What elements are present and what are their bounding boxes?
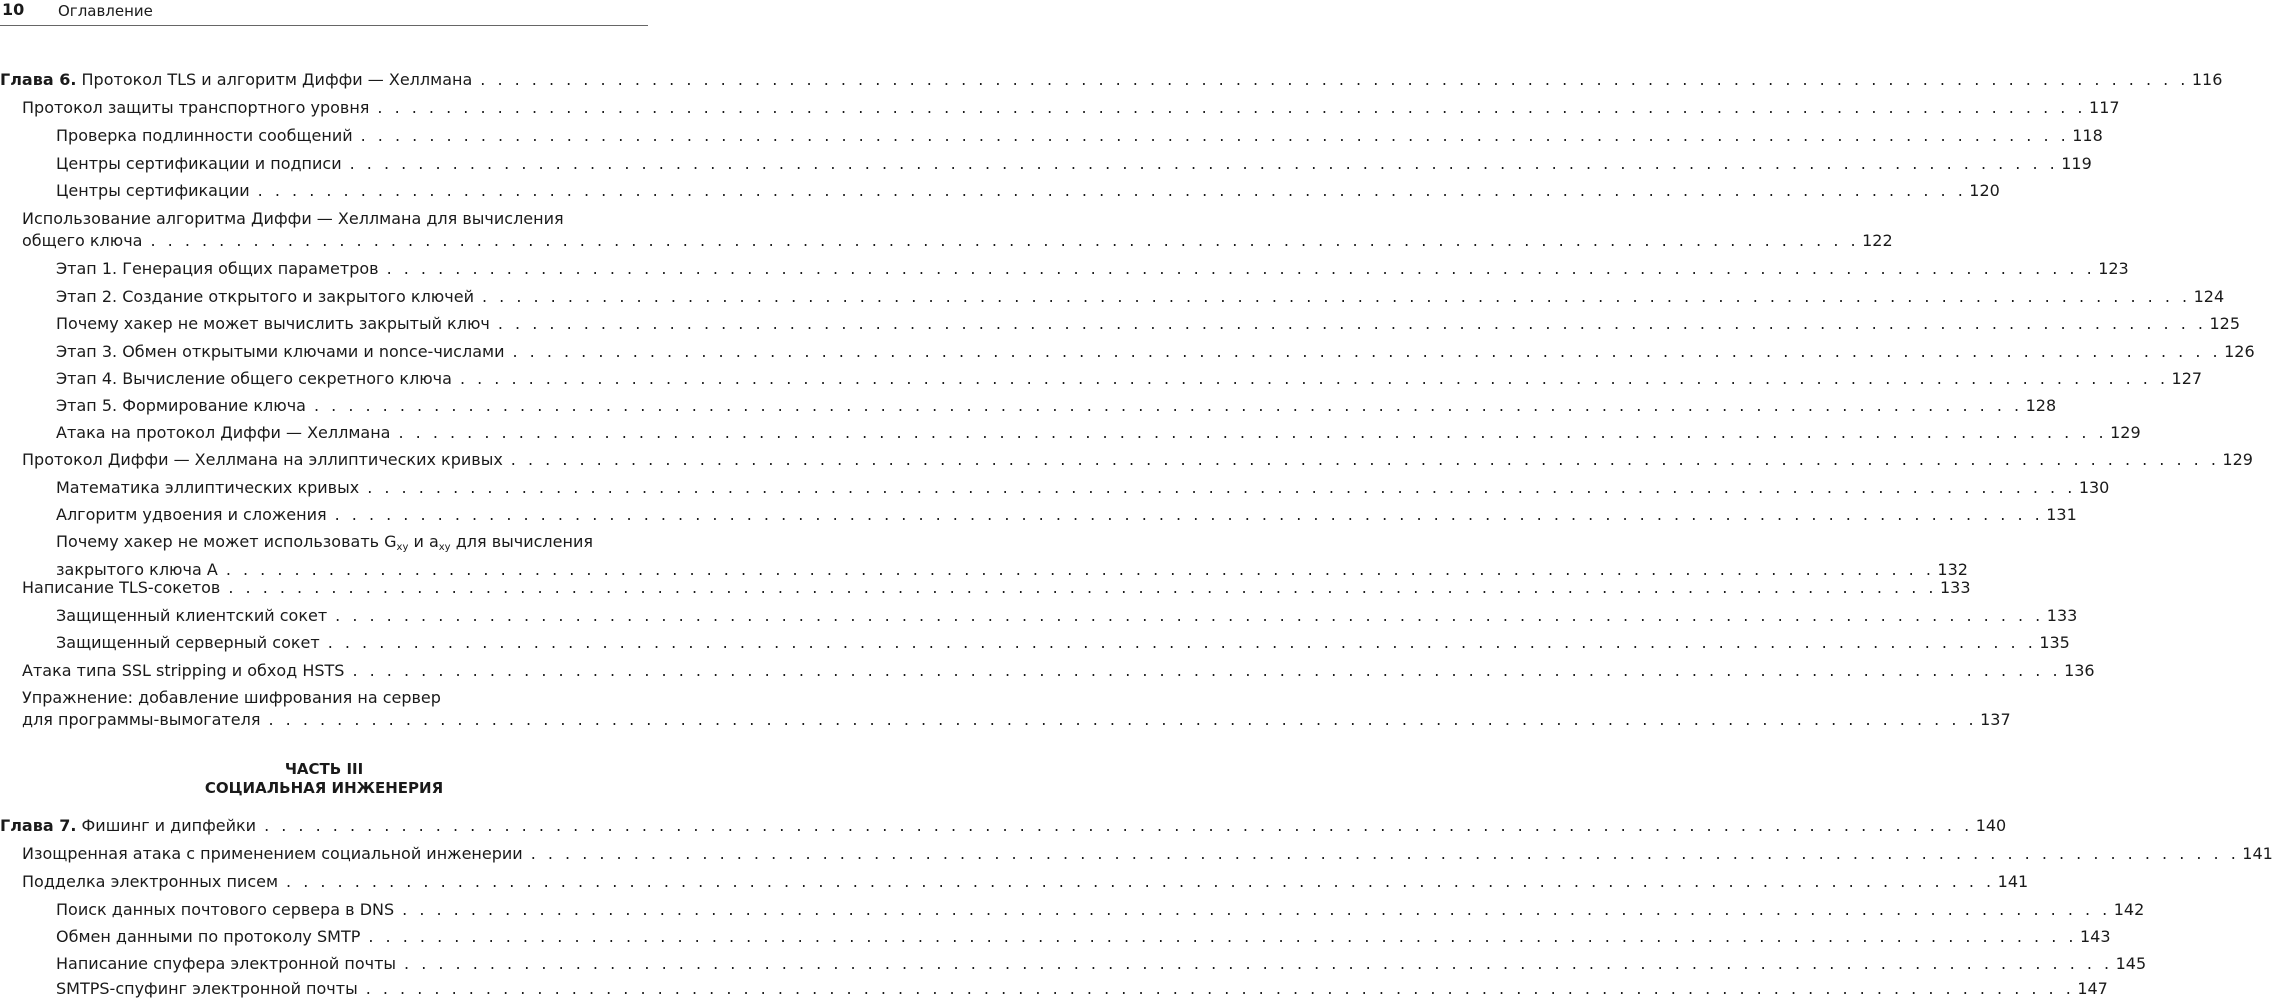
dot-leader: . . . . . . . . . . . . . . . . . . . . . . . . . . . . . . . . . . . . . . . . . . . . . . . . . . . . . . . . . . . . . . . . . . . . . . . . . . . . . . . . . . . . . . . . . . . . . . . . . . . . (228, 578, 1937, 597)
toc-entry-title-line2: для программы-вымогателя (22, 710, 261, 729)
toc-entry-title-line2: общего ключа (22, 231, 143, 250)
dot-leader: . . . . . . . . . . . . . . . . . . . . . . . . . . . . . . . . . . . . . . . . . . . . . . . . . . . . . . . . . . . . . . . . . . . . . . . . . . . . . . . . . . . . . . . . . . . . . . . . . . . . (334, 505, 2044, 524)
toc-entry-exercise[interactable] (22, 687, 2011, 731)
dot-leader: . . . . . . . . . . . . . . . . . . . . . . . . . . . . . . . . . . . . . . . . . . . . . . . . . . . . . . . . . . . . . . . . . . . . . . . . . . . . . . . . . . . . . . . . . . . . . . . . . . . . (481, 287, 2191, 306)
toc-page-number: 129 (2110, 423, 2141, 442)
toc-entry-sophisticated-attack[interactable] (22, 843, 2273, 865)
toc-entry-title: Протокол Диффи — Хеллмана на эллиптических кривых (22, 450, 503, 469)
toc-entry-title-line1 (56, 531, 628, 559)
toc-entry-step-1[interactable] (56, 258, 2129, 280)
toc-page-number: 125 (2209, 314, 2241, 333)
toc-entry-title: Написание TLS-сокетов (22, 578, 221, 597)
toc-page-number: 141 (2242, 844, 2273, 863)
toc-entry-title-line1: Использование алгоритма Диффи — Хеллмана для вычисления (22, 209, 564, 228)
toc-entry-title: Этап 4. Вычисление общего секретного ключа (56, 369, 452, 388)
toc-page-number: 143 (2079, 927, 2111, 946)
toc-entry-double-add[interactable] (56, 504, 2077, 526)
toc-entry-step-4[interactable] (56, 368, 2203, 390)
toc-page-number: 118 (2072, 126, 2103, 145)
toc-page-number: 132 (1937, 560, 1968, 579)
toc-page-number: 133 (1939, 578, 1971, 597)
toc-page-number: 145 (2115, 954, 2147, 973)
toc-page-number: 119 (2061, 154, 2092, 173)
toc-entry-step-5[interactable] (56, 395, 2057, 417)
dot-leader: . . . . . . . . . . . . . . . . . . . . . . . . . . . . . . . . . . . . . . . . . . . . . . . . . . . . . . . . . . . . . . . . . . . . . . . . . . . . . . . . . . . . . . . . . . . . . . . . . . . . (268, 710, 1978, 729)
dot-leader: . . . . . . . . . . . . . . . . . . . . . . . . . . . . . . . . . . . . . . . . . . . . . . . . . . . . . . . . . . . . . . . . . . . . . . . . . . . . . . . . . . . . . . . . . . . . . . . . . . . . (286, 872, 1995, 891)
toc-page-number: 137 (1980, 710, 2011, 729)
toc-entry-title: Проверка подлинности сообщений (56, 126, 353, 145)
title-part: для вычисления (450, 532, 593, 551)
toc-entry-title: Написание спуфера электронной почты (56, 954, 397, 973)
toc-page-number: 141 (1997, 872, 2029, 891)
toc-page-number: 142 (2113, 900, 2145, 919)
toc-entry-server-socket[interactable] (56, 632, 2070, 654)
toc-page-number: 133 (2046, 606, 2078, 625)
toc-entry-chapter-7[interactable] (0, 815, 2007, 837)
toc-entry-why-gxy[interactable] (56, 531, 1968, 581)
dot-leader: . . . . . . . . . . . . . . . . . . . . . . . . . . . . . . . . . . . . . . . . . . . . . . . . . . . . . . . . . . . . . . . . . . . . . . . . . . . . . . . . . . . . . . . . . . . . . . . . . . . . (512, 342, 2222, 361)
title-part: Почему хакер не может использовать G (56, 532, 397, 551)
dot-leader: . . . . . . . . . . . . . . . . . . . . . . . . . . . . . . . . . . . . . . . . . . . . . . . . . . . . . . . . . . . . . . . . . . . . . . . . . . . . . . . . . . . . . . . . . . . . . . . . . . . . (377, 98, 2087, 117)
toc-page-number: 126 (2224, 342, 2255, 361)
toc-entry-smtp[interactable] (56, 926, 2111, 948)
header-page-number: 10 (2, 0, 25, 19)
toc-entry-spoofer[interactable] (56, 953, 2147, 975)
dot-leader: . . . . . . . . . . . . . . . . . . . . . . . . . . . . . . . . . . . . . . . . . . . . . . . . . . . . . . . . . . . . . . . . . . . . . . . . . . . . . . . . . . . . . . . . . . . . . . . . . . . . (510, 450, 2220, 469)
toc-entry-title: SMTPS-спуфинг электронной почты (56, 979, 358, 998)
subscript-xy: xy (396, 542, 409, 553)
dot-leader: . . . . . . . . . . . . . . . . . . . . . . . . . . . . . . . . . . . . . . . . . . . . . . . . . . . . . . . . . . . . . . . . . . . . . . . . . . . . . . . . . . . . . . . . . . . . . . . . . . . . (313, 396, 2023, 415)
dot-leader: . . . . . . . . . . . . . . . . . . . . . . . . . . . . . . . . . . . . . . . . . . . . . . . . . . . . . . . . . . . . . . . . . . . . . . . . . . . . . . . . . . . . . . . . . . . . . . . . . . . . (497, 314, 2207, 333)
toc-entry-title-line1: Упражнение: добавление шифрования на сервер (22, 688, 441, 707)
toc-entry-title: Фишинг и дипфейки (81, 816, 257, 835)
toc-entry-dh-usage[interactable] (22, 208, 1893, 252)
chapter-label: Глава 6. (0, 70, 77, 89)
header-rule (0, 25, 648, 26)
toc-page-number: 128 (2025, 396, 2057, 415)
subscript-xy: xy (438, 542, 451, 553)
toc-entry-title: Центры сертификации (56, 181, 250, 200)
dot-leader: . . . . . . . . . . . . . . . . . . . . . . . . . . . . . . . . . . . . . . . . . . . . . . . . . . . . . . . . . . . . . . . . . . . . . . . . . . . . . . . . . . . . . . . . . . . . . . . . . . . . (349, 154, 2059, 173)
toc-entry-title: Этап 2. Создание открытого и закрытого ключей (56, 287, 474, 306)
toc-entry-smtps[interactable] (56, 978, 2108, 1000)
dot-leader: . . . . . . . . . . . . . . . . . . . . . . . . . . . . . . . . . . . . . . . . . . . . . . . . . . . . . . . . . . . . . . . . . . . . . . . . . . . . . . . . . . . . . . . . . . . . . . . . . . . . (402, 900, 2111, 919)
toc-page-number: 120 (1969, 181, 2000, 200)
toc-entry-title: Почему хакер не может вычислить закрытый ключ (56, 314, 490, 333)
toc-entry-chapter-6[interactable] (0, 69, 2223, 91)
toc-entry-title: Подделка электронных писем (22, 872, 279, 891)
toc-entry-title: Изощренная атака с применением социальной инженерии (22, 844, 523, 863)
dot-leader: . . . . . . . . . . . . . . . . . . . . . . . . . . . . . . . . . . . . . . . . . . . . . . . . . . . . . . . . . . . . . . . . . . . . . . . . . . . . . . . . . . . . . . . . . . . . . . . . . . . . (398, 423, 2108, 442)
toc-entry-title: Этап 3. Обмен открытыми ключами и nonce-числами (56, 342, 505, 361)
dot-leader: . . . . . . . . . . . . . . . . . . . . . . . . . . . . . . . . . . . . . . . . . . . . . . . . . . . . . . . . . . . . . . . . . . . . . . . . . . . . . . . . . . . . . . . . . . . . . . . . . . . . (367, 478, 2076, 497)
toc-entry-why-hacker[interactable] (56, 313, 2241, 335)
toc-entry-title: Атака типа SSL stripping и обход HSTS (22, 661, 345, 680)
toc-entry-title: Алгоритм удвоения и сложения (56, 505, 327, 524)
toc-entry-title: Центры сертификации и подписи (56, 154, 342, 173)
toc-page-number: 135 (2039, 633, 2070, 652)
dot-leader: . . . . . . . . . . . . . . . . . . . . . . . . . . . . . . . . . . . . . . . . . . . . . . . . . . . . . . . . . . . . . . . . . . . . . . . . . . . . . . . . . . . . . . . . . . . . . . . . . . . . (327, 633, 2037, 652)
dot-leader: . . . . . . . . . . . . . . . . . . . . . . . . . . . . . . . . . . . . . . . . . . . . . . . . . . . . . . . . . . . . . . . . . . . . . . . . . . . . . . . . . . . . . . . . . . . . . . . . . . . . (150, 231, 1860, 250)
toc-entry-client-socket[interactable] (56, 605, 2078, 627)
toc-entry-title: Защищенный клиентский сокет (56, 606, 328, 625)
toc-entry-title: Протокол TLS и алгоритм Диффи — Хеллмана (81, 70, 473, 89)
header-title: Оглавление (58, 2, 153, 20)
toc-entry-tls-protocol[interactable] (22, 97, 2120, 119)
dot-leader: . . . . . . . . . . . . . . . . . . . . . . . . . . . . . . . . . . . . . . . . . . . . . . . . . . . . . . . . . . . . . . . . . . . . . . . . . . . . . . . . . . . . . . . . . . . . . . . . . . . . (257, 181, 1967, 200)
dot-leader: . . . . . . . . . . . . . . . . . . . . . . . . . . . . . . . . . . . . . . . . . . . . . . . . . . . . . . . . . . . . . . . . . . . . . . . . . . . . . . . . . . . . . . . . . . . . . . . . . . . . (368, 927, 2077, 946)
toc-entry-ca-signatures[interactable] (56, 153, 2092, 175)
toc-entry-dh-attack[interactable] (56, 422, 2141, 444)
dot-leader: . . . . . . . . . . . . . . . . . . . . . . . . . . . . . . . . . . . . . . . . . . . . . . . . . . . . . . . . . . . . . . . . . . . . . . . . . . . . . . . . . . . . . . . . . . . . . . . . . . . . (459, 369, 2169, 388)
toc-entry-auth-check[interactable] (56, 125, 2103, 147)
part-label: ЧАСТЬ III (284, 760, 364, 778)
toc-entry-title: Математика эллиптических кривых (56, 478, 360, 497)
toc-page-number: 136 (2064, 661, 2095, 680)
title-part: и a (408, 532, 439, 551)
toc-page-number: 117 (2089, 98, 2120, 117)
toc-entry-ecdh[interactable] (22, 449, 2253, 471)
dot-leader: . . . . . . . . . . . . . . . . . . . . . . . . . . . . . . . . . . . . . . . . . . . . . . . . . . . . . . . . . . . . . . . . . . . . . . . . . . . . . . . . . . . . . . . . . . . . . . . . . . . . (264, 816, 1973, 835)
toc-entry-step-3[interactable] (56, 341, 2255, 363)
toc-entry-title: Протокол защиты транспортного уровня (22, 98, 370, 117)
toc-entry-title-line2: закрытого ключа A (56, 560, 218, 579)
toc-entry-title: Обмен данными по протоколу SMTP (56, 927, 361, 946)
toc-page-number: 116 (2191, 70, 2223, 89)
toc-page-number: 147 (2077, 979, 2108, 998)
toc-entry-title: Этап 1. Генерация общих параметров (56, 259, 379, 278)
dot-leader: . . . . . . . . . . . . . . . . . . . . . . . . . . . . . . . . . . . . . . . . . . . . . . . . . . . . . . . . . . . . . . . . . . . . . . . . . . . . . . . . . . . . . . . . . . . . . . . . . . . . (404, 954, 2113, 973)
dot-leader: . . . . . . . . . . . . . . . . . . . . . . . . . . . . . . . . . . . . . . . . . . . . . . . . . . . . . . . . . . . . . . . . . . . . . . . . . . . . . . . . . . . . . . . . . . . . . . . . . . . . (225, 560, 1935, 579)
toc-entry-dns-lookup[interactable] (56, 899, 2145, 921)
part-title: СОЦИАЛЬНАЯ ИНЖЕНЕРИЯ (204, 779, 444, 797)
toc-page-number: 123 (2098, 259, 2129, 278)
toc-page-number: 127 (2171, 369, 2203, 388)
chapter-label: Глава 7. (0, 816, 77, 835)
dot-leader: . . . . . . . . . . . . . . . . . . . . . . . . . . . . . . . . . . . . . . . . . . . . . . . . . . . . . . . . . . . . . . . . . . . . . . . . . . . . . . . . . . . . . . . . . . . . . . . . . . . . (352, 661, 2062, 680)
toc-entry-email-forgery[interactable] (22, 871, 2029, 893)
toc-entry-step-2[interactable] (56, 286, 2225, 308)
toc-page-number: 130 (2078, 478, 2110, 497)
toc-entry-ca[interactable] (56, 180, 2000, 202)
toc-page-number: 140 (1975, 816, 2007, 835)
dot-leader: . . . . . . . . . . . . . . . . . . . . . . . . . . . . . . . . . . . . . . . . . . . . . . . . . . . . . . . . . . . . . . . . . . . . . . . . . . . . . . . . . . . . . . . . . . . . . . . . . . . . (360, 126, 2070, 145)
toc-entry-title: Поиск данных почтового сервера в DNS (56, 900, 395, 919)
dot-leader: . . . . . . . . . . . . . . . . . . . . . . . . . . . . . . . . . . . . . . . . . . . . . . . . . . . . . . . . . . . . . . . . . . . . . . . . . . . . . . . . . . . . . . . . . . . . . . . . . . . . (530, 844, 2240, 863)
toc-entry-tls-sockets[interactable] (22, 577, 1971, 599)
toc-page-number: 129 (2222, 450, 2253, 469)
dot-leader: . . . . . . . . . . . . . . . . . . . . . . . . . . . . . . . . . . . . . . . . . . . . . . . . . . . . . . . . . . . . . . . . . . . . . . . . . . . . . . . . . . . . . . . . . . . . . . . . . . . . (480, 70, 2189, 89)
toc-page-number: 124 (2193, 287, 2225, 306)
toc-page-number: 122 (1862, 231, 1893, 250)
dot-leader: . . . . . . . . . . . . . . . . . . . . . . . . . . . . . . . . . . . . . . . . . . . . . . . . . . . . . . . . . . . . . . . . . . . . . . . . . . . . . . . . . . . . . . . . . . . . . . . . . . . . (365, 979, 2075, 998)
toc-entry-title: Защищенный серверный сокет (56, 633, 320, 652)
toc-page-number: 131 (2046, 505, 2077, 524)
toc-entry-title: Этап 5. Формирование ключа (56, 396, 306, 415)
dot-leader: . . . . . . . . . . . . . . . . . . . . . . . . . . . . . . . . . . . . . . . . . . . . . . . . . . . . . . . . . . . . . . . . . . . . . . . . . . . . . . . . . . . . . . . . . . . . . . . . . . . . (386, 259, 2096, 278)
toc-entry-ec-math[interactable] (56, 477, 2110, 499)
dot-leader: . . . . . . . . . . . . . . . . . . . . . . . . . . . . . . . . . . . . . . . . . . . . . . . . . . . . . . . . . . . . . . . . . . . . . . . . . . . . . . . . . . . . . . . . . . . . . . . . . . . . (335, 606, 2044, 625)
running-header (0, 0, 648, 26)
toc-entry-ssl-strip[interactable] (22, 660, 2095, 682)
toc-entry-title: Атака на протокол Диффи — Хеллмана (56, 423, 391, 442)
